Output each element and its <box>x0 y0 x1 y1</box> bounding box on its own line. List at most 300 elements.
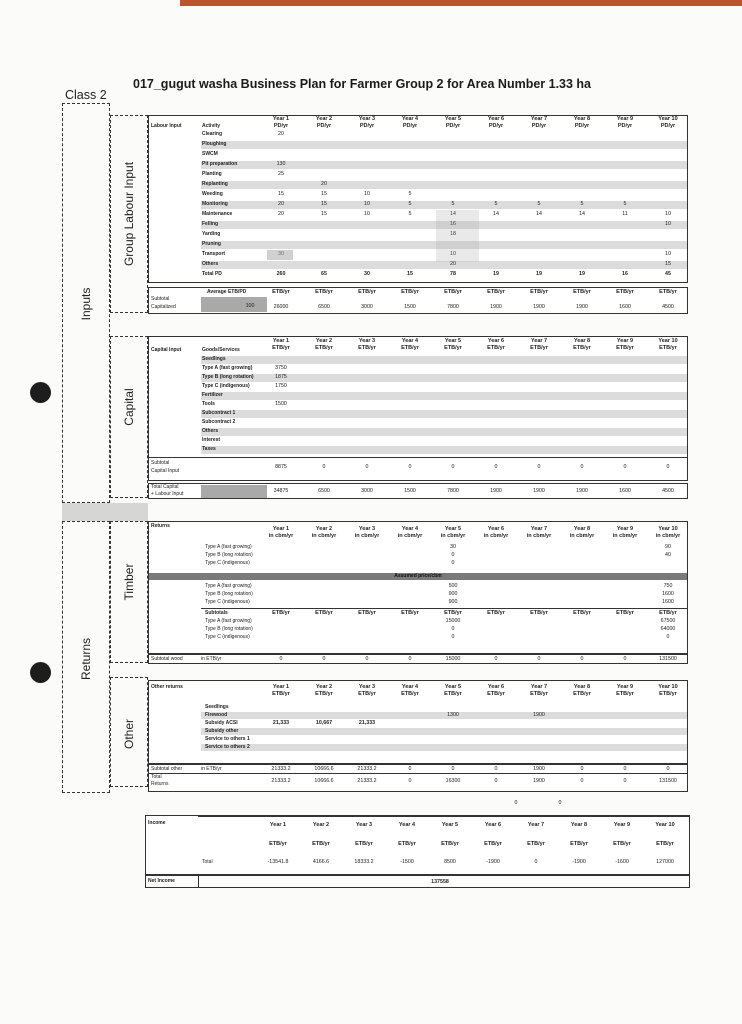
labour-subtotal-y6: 1900 <box>490 304 502 310</box>
net-income-divider <box>198 875 199 888</box>
capital-value-y1: 3750 <box>275 365 287 371</box>
labour-value: 15 <box>407 271 413 277</box>
capital-item-5: Fertilizer <box>202 392 223 398</box>
labour-value: 130 <box>276 161 286 167</box>
labour-activity-2: Ploughing <box>202 141 227 147</box>
net-income-table <box>145 875 690 888</box>
subtotal-other-table <box>148 764 688 792</box>
labour-etb-unit-6: ETB/yr <box>487 289 505 295</box>
capital-subtotal-y8: 0 <box>580 464 584 470</box>
income-total-y9: -1600 <box>615 859 629 865</box>
timber-subtotal-type-2: Type B (long rotation) <box>205 626 253 632</box>
capital-value-y1: 1875 <box>275 374 287 380</box>
labour-etb-unit-8: ETB/yr <box>573 289 591 295</box>
timber-price-y5: 900 <box>448 591 458 597</box>
year-unit-2: ETB/yr <box>315 345 333 351</box>
year-unit-10: PD/yr <box>660 123 676 129</box>
year-header-10: Year 10 <box>658 526 678 532</box>
year-unit-5: ETB/yr <box>444 691 462 697</box>
year-unit-10: ETB/yr <box>659 345 677 351</box>
year-header-5: Year 5 <box>441 822 459 828</box>
labour-value: 15 <box>278 191 284 197</box>
labour-value: 10 <box>665 211 671 217</box>
labour-value: 20 <box>450 261 456 267</box>
year-unit-10: ETB/yr <box>659 691 677 697</box>
timber-etb-unit-3: ETB/yr <box>358 610 376 616</box>
timber-price-type-3: Type C (indigenous) <box>205 599 250 605</box>
total-capital-y2: 6500 <box>318 488 330 494</box>
labour-activity-5: Planting <box>202 171 222 177</box>
timber-volume-y5: 0 <box>451 560 455 566</box>
timber-price-type-1: Type A (fast growing) <box>205 583 252 589</box>
subtotal-wood-y2: 0 <box>322 656 326 662</box>
year-header-3: Year 3 <box>358 526 376 532</box>
year-unit-5: ETB/yr <box>444 345 462 351</box>
income-total-y5: 8500 <box>444 859 456 865</box>
capital-item-9: Others <box>202 428 219 434</box>
labour-subtotal-y2: 6500 <box>318 304 330 310</box>
year-header-9: Year 9 <box>616 526 634 532</box>
capital-row-shade <box>201 392 687 400</box>
labour-etb-unit-3: ETB/yr <box>358 289 376 295</box>
year-unit-5: PD/yr <box>445 123 461 129</box>
subtotal-other-y2: 10666.6 <box>314 766 334 772</box>
income-total-y2: 4166.6 <box>312 859 330 865</box>
page-title: 017_gugut washa Business Plan for Farmer Group 2 for Area Number 1.33 ha <box>133 77 592 91</box>
labour-subtotal-y4: 1500 <box>404 304 416 310</box>
below-value-y6: 0 <box>514 800 518 806</box>
total-capital-y8: 1900 <box>576 488 588 494</box>
year-header-7: Year 7 <box>530 338 548 344</box>
labour-etb-unit-7: ETB/yr <box>530 289 548 295</box>
year-unit-10: in cbm/yr <box>655 533 681 539</box>
labour-value: 78 <box>450 271 456 277</box>
capital-item-3: Type B (long rotation) <box>202 374 254 380</box>
other-item-2: Firewood <box>205 712 228 718</box>
year-header-8: Year 8 <box>573 116 591 122</box>
labour-value: 19 <box>536 271 542 277</box>
income-total-y4: -1500 <box>400 859 414 865</box>
labour-value: 19 <box>493 271 499 277</box>
timber-subtotal-y10: 67500 <box>660 618 676 624</box>
subtotal-other-y6: 0 <box>494 766 498 772</box>
year-header-8: Year 8 <box>573 526 591 532</box>
year-header-2: Year 2 <box>315 684 333 690</box>
income-total-y6: -1900 <box>486 859 500 865</box>
subtotal-other-y1: 21333.2 <box>271 766 291 772</box>
year-header-9: Year 9 <box>616 684 634 690</box>
labour-value: 30 <box>364 271 370 277</box>
capital-item-10: Interest <box>202 437 221 443</box>
year-header-4: Year 4 <box>401 526 419 532</box>
other-item-6: Service to others 2 <box>205 744 250 750</box>
year-unit-9: in cbm/yr <box>612 533 638 539</box>
labour-value: 14 <box>493 211 499 217</box>
year-unit-10: ETB/yr <box>656 841 674 847</box>
labour-value: 10 <box>665 221 671 227</box>
labour-value: 15 <box>665 261 671 267</box>
year-unit-7: ETB/yr <box>530 691 548 697</box>
returns-header: Returns <box>151 523 170 529</box>
total-returns-y3: 21333.2 <box>357 778 377 784</box>
labour-value: 19 <box>579 271 585 277</box>
year-header-1: Year 1 <box>272 338 290 344</box>
punch-hole-top <box>30 382 51 403</box>
capital-subtotal-y1: 8875 <box>275 464 287 470</box>
subtotals-label: Subtotals <box>205 610 228 616</box>
avg-etb-label: Average ETB/PD <box>207 289 247 295</box>
year-unit-7: PD/yr <box>531 123 547 129</box>
capital-value-y1: 1750 <box>275 383 287 389</box>
labour-subtotal-table <box>148 287 688 314</box>
capital-subtotal-y2: 0 <box>322 464 326 470</box>
total-returns-y5: 16300 <box>445 778 461 784</box>
page-edge-strip <box>180 0 742 6</box>
year-unit-4: ETB/yr <box>401 691 419 697</box>
labour-activity-14: Others <box>202 261 219 267</box>
labour-value: 5 <box>408 201 412 207</box>
year-header-9: Year 9 <box>616 116 634 122</box>
subtotal-other-divider <box>149 773 687 774</box>
year-header-7: Year 7 <box>530 526 548 532</box>
capital-subtotal-y10: 0 <box>666 464 670 470</box>
timber-volume-y5: 0 <box>451 552 455 558</box>
capital-subtotal-y9: 0 <box>623 464 627 470</box>
timber-price-y10: 750 <box>663 583 673 589</box>
capital-item-1: Seedlings <box>202 356 226 362</box>
year-header-1: Year 1 <box>272 684 290 690</box>
year-header-1: Year 1 <box>269 822 287 828</box>
year-header-6: Year 6 <box>487 116 505 122</box>
year-header-10: Year 10 <box>655 822 675 828</box>
subtotal-other-unit: in ETB/yr <box>201 766 222 772</box>
total-returns-label-1: Total <box>151 774 162 780</box>
year-unit-4: ETB/yr <box>401 345 419 351</box>
subtotal-wood-table <box>148 654 688 664</box>
net-income-value: 137558 <box>431 879 449 885</box>
subtotal-other-y8: 0 <box>580 766 584 772</box>
labour-activity-4: Pit preparation <box>202 161 238 167</box>
timber-subtotal-y10: 64000 <box>660 626 676 632</box>
labour-input-table <box>148 115 688 283</box>
labour-activity-3: SWCM <box>202 151 218 157</box>
timber-etb-unit-8: ETB/yr <box>573 610 591 616</box>
subtotal-wood-y8: 0 <box>580 656 584 662</box>
year-unit-9: ETB/yr <box>613 841 631 847</box>
year-unit-3: in cbm/yr <box>354 533 380 539</box>
labour-subtotal-y1: 26000 <box>273 304 289 310</box>
capital-subtotal-y5: 0 <box>451 464 455 470</box>
year-header-8: Year 8 <box>573 338 591 344</box>
labour-value: 10 <box>364 211 370 217</box>
year-unit-6: ETB/yr <box>484 841 502 847</box>
year-header-7: Year 7 <box>530 684 548 690</box>
labour-activity-8: Monitoring <box>202 201 228 207</box>
year-unit-6: ETB/yr <box>487 345 505 351</box>
capital-subtotal-y3: 0 <box>365 464 369 470</box>
plus-labour-label: + Labour Input <box>151 491 184 497</box>
year-header-6: Year 6 <box>487 338 505 344</box>
labour-value: 20 <box>278 211 284 217</box>
subtotal-other-y5: 0 <box>451 766 455 772</box>
timber-etb-unit-7: ETB/yr <box>530 610 548 616</box>
year-header-10: Year 10 <box>658 338 678 344</box>
subsidy-acsi-y2: 10,667 <box>315 720 333 726</box>
income-total-y7: 0 <box>534 859 538 865</box>
labour-activity-7: Weeding <box>202 191 223 197</box>
labour-etb-unit-2: ETB/yr <box>315 289 333 295</box>
subtotal-wood-y9: 0 <box>623 656 627 662</box>
total-returns-y8: 0 <box>580 778 584 784</box>
year-unit-5: ETB/yr <box>441 841 459 847</box>
year-header-4: Year 4 <box>401 338 419 344</box>
labour-value: 10 <box>364 191 370 197</box>
labour-value: 16 <box>450 221 456 227</box>
timber-price-y10: 1600 <box>662 599 674 605</box>
labour-activity-1: Clearing <box>202 131 223 137</box>
timber-etb-unit-1: ETB/yr <box>272 610 290 616</box>
total-capital-y7: 1900 <box>533 488 545 494</box>
timber-etb-unit-10: ETB/yr <box>659 610 677 616</box>
capital-item-4: Type C (indigenous) <box>202 383 250 389</box>
labour-value: 45 <box>665 271 671 277</box>
firewood-y5: 1300 <box>447 712 459 718</box>
labour-activity-9: Maintenance <box>202 211 233 217</box>
labour-value: 15 <box>321 211 327 217</box>
other-item-3: Subsidy ACSI <box>205 720 238 726</box>
labour-etb-unit-4: ETB/yr <box>401 289 419 295</box>
timber-subtotal-y5: 0 <box>451 626 455 632</box>
total-capital-y10: 4500 <box>662 488 674 494</box>
year-header-9: Year 9 <box>613 822 631 828</box>
timber-subtotal-y5: 0 <box>451 634 455 640</box>
subtotal-other-y4: 0 <box>408 766 412 772</box>
labour-subtotal-y9: 1600 <box>619 304 631 310</box>
labour-value: 5 <box>451 201 455 207</box>
year-unit-9: ETB/yr <box>616 691 634 697</box>
labour-subtotal-y5: 7800 <box>447 304 459 310</box>
timber-etb-unit-6: ETB/yr <box>487 610 505 616</box>
other-row-shade <box>201 728 687 735</box>
labour-value: 260 <box>276 271 286 277</box>
separator-band <box>62 503 148 521</box>
capital-value-y1: 1500 <box>275 401 287 407</box>
capital-subtotal-divider <box>149 457 687 458</box>
timber-subtotal-type-1: Type A (fast growing) <box>205 618 252 624</box>
total-capital-table <box>148 483 688 499</box>
other-returns-header: Other returns <box>151 684 183 690</box>
labour-value: 20 <box>321 181 327 187</box>
labour-activity-11: Yarding <box>202 231 221 237</box>
year-header-3: Year 3 <box>358 338 376 344</box>
year-header-8: Year 8 <box>573 684 591 690</box>
year-header-6: Year 6 <box>487 526 505 532</box>
timber-volume-y5: 30 <box>450 544 456 550</box>
labour-value: 20 <box>278 201 284 207</box>
other-item-5: Service to others 1 <box>205 736 250 742</box>
labour-value: 20 <box>278 131 284 137</box>
capital-item-6: Tools <box>202 401 215 407</box>
labour-value: 25 <box>278 171 284 177</box>
total-capital-y4: 1500 <box>404 488 416 494</box>
year-unit-1: ETB/yr <box>272 345 290 351</box>
subtotal-other-y3: 21333.2 <box>357 766 377 772</box>
capital-row-shade <box>201 428 687 436</box>
firewood-y7: 1900 <box>533 712 545 718</box>
year-unit-8: ETB/yr <box>573 345 591 351</box>
timber-subtotal-y10: 0 <box>666 634 670 640</box>
timber-etb-unit-5: ETB/yr <box>444 610 462 616</box>
labour-value: 11 <box>622 211 628 217</box>
other-item-4: Subsidy other <box>205 728 239 734</box>
capital-row-shade <box>201 446 687 454</box>
labour-value: 5 <box>494 201 498 207</box>
assumed-price-bar: Assumed price/cbm <box>149 573 687 580</box>
timber-subtotal-type-3: Type C (indigenous) <box>205 634 250 640</box>
labour-activity-6: Replanting <box>202 181 228 187</box>
year5-highlight <box>436 210 479 262</box>
year-unit-1: in cbm/yr <box>268 533 294 539</box>
subtotal-wood-y10: 131500 <box>659 656 677 662</box>
labour-value: 15 <box>321 191 327 197</box>
returns-label: Returns <box>79 637 93 681</box>
year-header-10: Year 10 <box>658 684 678 690</box>
year-header-3: Year 3 <box>355 822 373 828</box>
subtotal-wood-y7: 0 <box>537 656 541 662</box>
subtotals-divider <box>201 608 687 609</box>
capital-item-2: Type A (fast growing) <box>202 365 253 371</box>
year-header-1: Year 1 <box>272 526 290 532</box>
income-header: Income <box>148 820 166 826</box>
subtotal-other-y10: 0 <box>666 766 670 772</box>
year-header-6: Year 6 <box>487 684 505 690</box>
timber-volume-type-1: Type A (fast growing) <box>205 544 252 550</box>
capital-row-shade <box>201 356 687 364</box>
year-unit-2: ETB/yr <box>315 691 333 697</box>
total-capital-y9: 1600 <box>619 488 631 494</box>
year-header-3: Year 3 <box>358 684 376 690</box>
year-unit-4: in cbm/yr <box>397 533 423 539</box>
year-unit-8: PD/yr <box>574 123 590 129</box>
year-unit-1: ETB/yr <box>269 841 287 847</box>
year-header-3: Year 3 <box>358 116 376 122</box>
subtotal-wood-unit: in ETB/yr <box>201 656 222 662</box>
labour-value: 10 <box>450 251 456 257</box>
year-unit-3: ETB/yr <box>355 841 373 847</box>
labour-subtotal-y7: 1900 <box>533 304 545 310</box>
year-header-4: Year 4 <box>401 684 419 690</box>
year-header-5: Year 5 <box>444 116 462 122</box>
year-unit-7: ETB/yr <box>530 345 548 351</box>
total-capital-box <box>201 485 267 498</box>
income-total-y8: -1900 <box>572 859 586 865</box>
labour-value: 14 <box>536 211 542 217</box>
avg-etb-value: 100 <box>245 303 255 309</box>
labour-input-header: Labour Input <box>151 123 182 129</box>
timber-volume-y10: 90 <box>665 544 671 550</box>
labour-value: 5 <box>623 201 627 207</box>
year-header-9: Year 9 <box>616 338 634 344</box>
year-unit-8: ETB/yr <box>570 841 588 847</box>
capital-row-shade <box>201 410 687 418</box>
year-unit-7: in cbm/yr <box>526 533 552 539</box>
other-label: Other <box>122 719 136 750</box>
labour-row-shade <box>201 141 687 149</box>
income-total-y3: 18333.2 <box>354 859 374 865</box>
subsidy-acsi-y1: 21,333 <box>272 720 290 726</box>
goods-services-header: Goods/Services <box>202 347 240 353</box>
year-header-4: Year 4 <box>401 116 419 122</box>
activity-header: Activity <box>202 123 221 129</box>
year-unit-8: ETB/yr <box>573 691 591 697</box>
subtotal-wood-y6: 0 <box>494 656 498 662</box>
year-unit-3: ETB/yr <box>358 691 376 697</box>
year-unit-4: ETB/yr <box>398 841 416 847</box>
year-unit-6: PD/yr <box>488 123 504 129</box>
labour-value: 10 <box>364 201 370 207</box>
year-header-2: Year 2 <box>315 338 333 344</box>
timber-price-y5: 500 <box>448 583 458 589</box>
other-row-shade <box>201 744 687 751</box>
labour-subtotal-y3: 3000 <box>361 304 373 310</box>
timber-volume-type-3: Type C (indigenous) <box>205 560 250 566</box>
labour-etb-unit-10: ETB/yr <box>659 289 677 295</box>
total-returns-y6: 0 <box>494 778 498 784</box>
capital-subtotal-y4: 0 <box>408 464 412 470</box>
capital-subtotal-label: Subtotal <box>151 460 170 466</box>
labour-subtotal-y8: 1900 <box>576 304 588 310</box>
inputs-label: Inputs <box>79 287 93 321</box>
transport-highlight <box>267 250 293 260</box>
total-returns-label-2: Returns <box>151 781 169 787</box>
year-unit-5: in cbm/yr <box>440 533 466 539</box>
total-capital-y6: 1900 <box>490 488 502 494</box>
timber-etb-unit-2: ETB/yr <box>315 610 333 616</box>
labour-value: 16 <box>622 271 628 277</box>
labour-value: 14 <box>579 211 585 217</box>
total-returns-y9: 0 <box>623 778 627 784</box>
subtotal-other-label: Subtotal other <box>151 766 183 772</box>
year-unit-4: PD/yr <box>402 123 418 129</box>
timber-subtotal-y5: 15000 <box>445 618 461 624</box>
subsidy-acsi-y3: 21,333 <box>358 720 376 726</box>
total-capital-label: Total Capital <box>151 484 179 490</box>
group-labour-label: Group Labour Input <box>122 161 136 267</box>
capital-input-label: Capital Input <box>151 468 180 474</box>
year-unit-3: PD/yr <box>359 123 375 129</box>
total-returns-y7: 1900 <box>533 778 545 784</box>
income-total-y1: -13541.8 <box>267 859 289 865</box>
capital-input-header: Capital Input <box>151 347 182 353</box>
other-returns-table <box>148 680 688 764</box>
total-capital-y1: 34875 <box>273 488 289 494</box>
subtotal-wood-y3: 0 <box>365 656 369 662</box>
year-header-5: Year 5 <box>444 684 462 690</box>
other-item-1: Seedlings <box>205 704 229 710</box>
year-unit-6: ETB/yr <box>487 691 505 697</box>
subtotal-label: Subtotal <box>151 296 170 302</box>
year-unit-9: PD/yr <box>617 123 633 129</box>
subtotal-other-y7: 1900 <box>533 766 545 772</box>
below-value-y7: 0 <box>558 800 562 806</box>
labour-value: 10 <box>665 251 671 257</box>
timber-volume-y10: 40 <box>665 552 671 558</box>
year-unit-6: in cbm/yr <box>483 533 509 539</box>
labour-value: 5 <box>580 201 584 207</box>
income-top-divider <box>198 816 689 817</box>
timber-returns-table <box>148 521 688 654</box>
year-header-4: Year 4 <box>398 822 416 828</box>
